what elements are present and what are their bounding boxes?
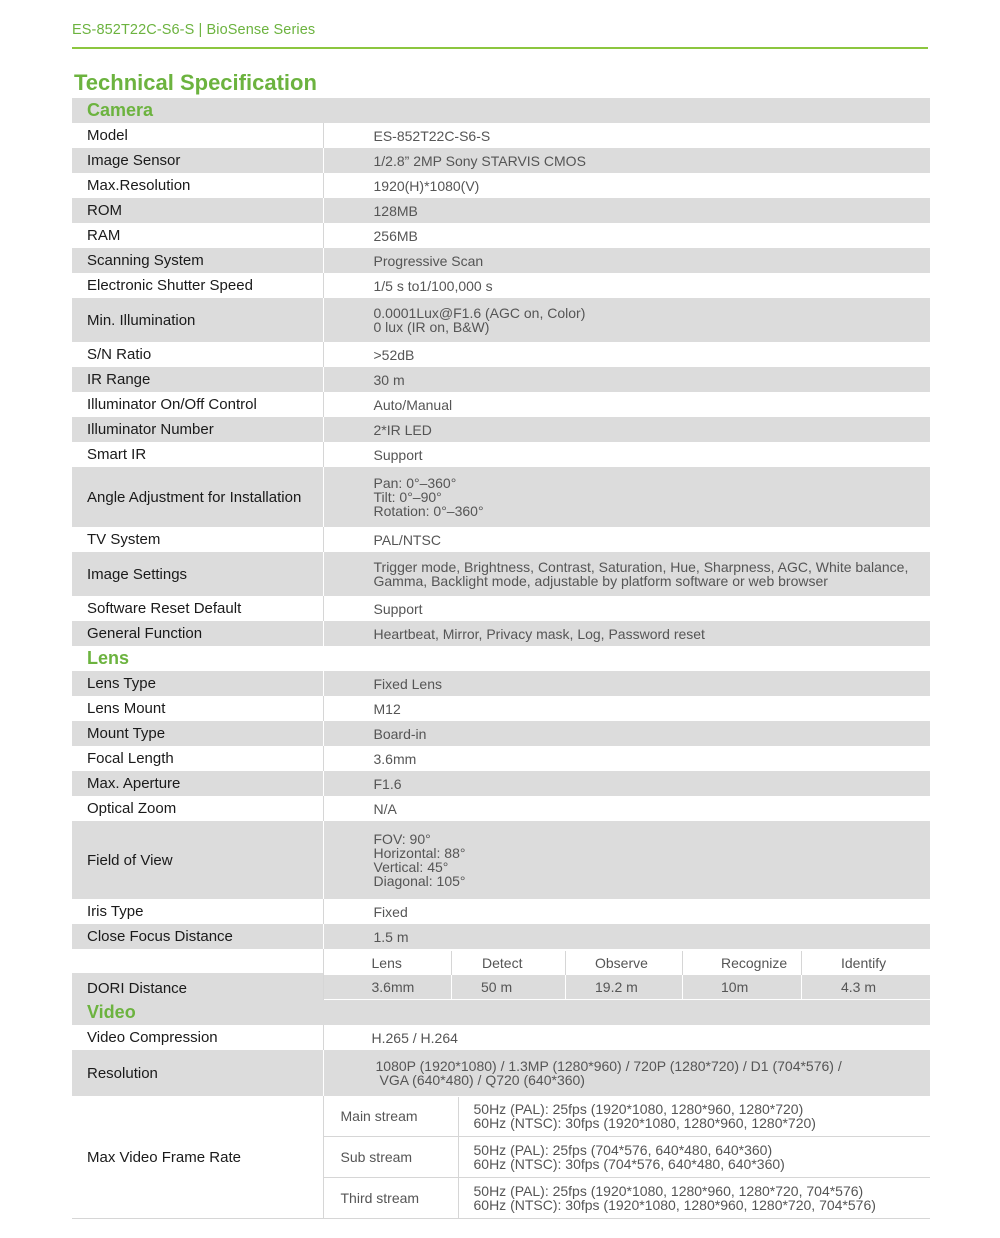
- value-line: 0 lux (IR on, B&W): [373, 319, 490, 335]
- spec-value: Progressive Scan: [323, 248, 930, 273]
- dori-table: [324, 951, 931, 999]
- spec-label: Iris Type: [72, 899, 323, 924]
- spec-row: [72, 367, 930, 392]
- frame-rate-row: [72, 1096, 930, 1219]
- stream-name: Sub stream: [324, 1136, 459, 1177]
- spec-value: Fixed: [373, 903, 408, 920]
- spec-label: Max. Aperture: [72, 771, 323, 796]
- value-line: 0.0001Lux@F1.6 (AGC on, Color): [373, 305, 586, 321]
- dori-header: Lens: [324, 951, 452, 975]
- spec-value: 1/2.8” 2MP Sony STARVIS CMOS: [323, 148, 930, 173]
- spec-row: [72, 342, 930, 367]
- spec-value: >52dB: [373, 346, 415, 363]
- value-line: Trigger mode, Brightness, Contrast, Saturation, Hue, Sharpness, AGC, White balance,: [373, 559, 909, 575]
- stream-name: Third stream: [324, 1177, 459, 1218]
- spec-row: [72, 924, 930, 949]
- spec-value: PAL/NTSC: [373, 531, 441, 548]
- spec-value: M12: [373, 700, 401, 717]
- spec-value: [323, 467, 930, 527]
- value-line: Vertical: 45°: [373, 859, 449, 875]
- spec-row: [72, 467, 930, 527]
- spec-label: Smart IR: [72, 442, 323, 467]
- spec-label: Resolution: [72, 1050, 323, 1096]
- spec-row: [72, 621, 930, 646]
- spec-value: Board-in: [323, 721, 930, 746]
- value-line: 50Hz (PAL): 25fps (1920*1080, 1280*960, 1280*720, 704*576): [473, 1182, 864, 1199]
- value-line: 1080P (1920*1080) / 1.3MP (1280*960) / 720P (1280*720) / D1 (704*576) /: [375, 1058, 842, 1074]
- spec-label: Illuminator Number: [72, 417, 323, 442]
- spec-value: Auto/Manual: [373, 396, 453, 413]
- spec-label: Optical Zoom: [72, 796, 323, 821]
- spec-row: [72, 392, 930, 417]
- spec-row: [72, 899, 930, 924]
- spec-row: [72, 148, 930, 173]
- dori-header: Observe: [566, 951, 683, 975]
- spec-value: 3.6mm: [373, 750, 417, 767]
- stream-name: Main stream: [324, 1097, 459, 1137]
- spec-label: Max.Resolution: [72, 173, 323, 198]
- value-line: 60Hz (NTSC): 30fps (1920*1080, 1280*960, 1280*720, 704*576): [473, 1196, 876, 1213]
- dori-value: 10m: [683, 975, 802, 999]
- spec-row: [72, 821, 930, 899]
- spec-label: S/N Ratio: [72, 342, 323, 367]
- spec-label: Field of View: [72, 821, 323, 899]
- dori-label: DORI Distance: [87, 980, 188, 997]
- spec-label: IR Range: [72, 367, 323, 392]
- value-line: Pan: 0°–360°: [373, 475, 457, 491]
- spec-value: Fixed Lens: [323, 671, 930, 696]
- frame-rate-cell: [323, 1096, 930, 1219]
- stream-rates: [458, 1136, 930, 1177]
- dori-value: 19.2 m: [566, 975, 683, 999]
- spec-row: [72, 596, 930, 621]
- value-line: Horizontal: 88°: [373, 845, 466, 861]
- spec-label: Illuminator On/Off Control: [72, 392, 323, 417]
- spec-value: F1.6: [323, 771, 930, 796]
- spec-value: 256MB: [373, 227, 418, 244]
- value-line: Gamma, Backlight mode, adjustable by platform software or web browser: [373, 573, 828, 589]
- spec-label: Model: [72, 123, 323, 148]
- spec-label: Lens Type: [72, 671, 323, 696]
- page-title: Technical Specification: [74, 70, 317, 95]
- spec-label: Software Reset Default: [72, 596, 323, 621]
- section-title: Camera: [72, 98, 930, 123]
- spec-label: Angle Adjustment for Installation: [72, 467, 323, 527]
- spec-row: [72, 671, 930, 696]
- spec-row: [72, 721, 930, 746]
- spec-label: Min. Illumination: [72, 298, 323, 342]
- spec-label: Mount Type: [72, 721, 323, 746]
- spec-value: N/A: [373, 800, 397, 817]
- dori-header: Recognize: [683, 951, 802, 975]
- spec-value: Support: [373, 600, 423, 617]
- section-video: [72, 1000, 930, 1025]
- spec-value: H.265 / H.264: [371, 1029, 458, 1046]
- dori-value: 50 m: [452, 975, 566, 999]
- spec-label: Image Settings: [72, 552, 323, 596]
- dori-value: 4.3 m: [802, 975, 931, 999]
- spec-row: [72, 223, 930, 248]
- value-line: 50Hz (PAL): 25fps (704*576, 640*480, 640*360): [473, 1141, 773, 1158]
- spec-label: Electronic Shutter Speed: [72, 273, 323, 298]
- spec-row: [72, 527, 930, 552]
- spec-value: Heartbeat, Mirror, Privacy mask, Log, Password reset: [323, 621, 930, 646]
- frame-rate-table: [324, 1097, 931, 1218]
- spec-row: [72, 1050, 930, 1096]
- spec-value: [323, 821, 930, 899]
- stream-rates: [458, 1177, 930, 1218]
- spec-row: [72, 198, 930, 223]
- spec-row: [72, 417, 930, 442]
- spec-row: [72, 273, 930, 298]
- spec-row: [72, 248, 930, 273]
- section-title: Video: [72, 1000, 930, 1025]
- spec-label: Close Focus Distance: [72, 924, 323, 949]
- spec-label: Focal Length: [72, 746, 323, 771]
- section-lens: [72, 646, 930, 671]
- spec-value: ES-852T22C-S6-S: [373, 127, 491, 144]
- stream-rates: [458, 1097, 930, 1137]
- spec-row: [72, 746, 930, 771]
- spec-row: [72, 696, 930, 721]
- spec-label: [72, 949, 323, 1000]
- spec-label: RAM: [72, 223, 323, 248]
- spec-value: 1920(H)*1080(V): [373, 177, 480, 194]
- spec-row: [72, 771, 930, 796]
- dori-header: Identify: [802, 951, 931, 975]
- spec-row: [72, 552, 930, 596]
- value-line: 60Hz (NTSC): 30fps (704*576, 640*480, 640*360): [473, 1155, 785, 1172]
- spec-value: 1/5 s to1/100,000 s: [373, 277, 493, 294]
- spec-row: [72, 442, 930, 467]
- value-line: Diagonal: 105°: [373, 873, 466, 889]
- spec-label: Image Sensor: [72, 148, 323, 173]
- spec-value: [323, 298, 930, 342]
- value-line: 60Hz (NTSC): 30fps (1920*1080, 1280*960, 1280*720): [473, 1115, 816, 1131]
- spec-label: General Function: [72, 621, 323, 646]
- header-rule: [72, 47, 928, 49]
- spec-label: Video Compression: [72, 1025, 323, 1050]
- value-line: Tilt: 0°–90°: [373, 489, 442, 505]
- dori-cell: [323, 949, 930, 1000]
- spec-value: 30 m: [323, 367, 930, 392]
- spec-table: [72, 98, 930, 1219]
- spec-value: 2*IR LED: [323, 417, 930, 442]
- spec-label: Scanning System: [72, 248, 323, 273]
- value-line: Rotation: 0°–360°: [373, 503, 484, 519]
- spec-row: [72, 173, 930, 198]
- spec-label: Lens Mount: [72, 696, 323, 721]
- section-title: Lens: [87, 648, 130, 668]
- spec-value: [323, 1050, 930, 1096]
- spec-value: 1.5 m: [323, 924, 930, 949]
- dori-row: [72, 949, 930, 1000]
- spec-label: ROM: [72, 198, 323, 223]
- spec-row: [72, 123, 930, 148]
- dori-value: 3.6mm: [324, 975, 452, 999]
- spec-row: [72, 298, 930, 342]
- spec-value: 128MB: [323, 198, 930, 223]
- spec-value: Support: [373, 446, 423, 463]
- document-header: ES-852T22C-S6-S | BioSense Series: [72, 22, 316, 38]
- spec-label: Max Video Frame Rate: [72, 1096, 323, 1219]
- section-camera: [72, 98, 930, 123]
- value-line: VGA (640*480) / Q720 (640*360): [379, 1072, 585, 1088]
- spec-label: TV System: [72, 527, 323, 552]
- dori-header: Detect: [452, 951, 566, 975]
- value-line: FOV: 90°: [373, 831, 431, 847]
- spec-row: [72, 1025, 930, 1050]
- spec-row: [72, 796, 930, 821]
- spec-value: [323, 552, 930, 596]
- value-line: 50Hz (PAL): 25fps (1920*1080, 1280*960, 1280*720): [473, 1101, 804, 1117]
